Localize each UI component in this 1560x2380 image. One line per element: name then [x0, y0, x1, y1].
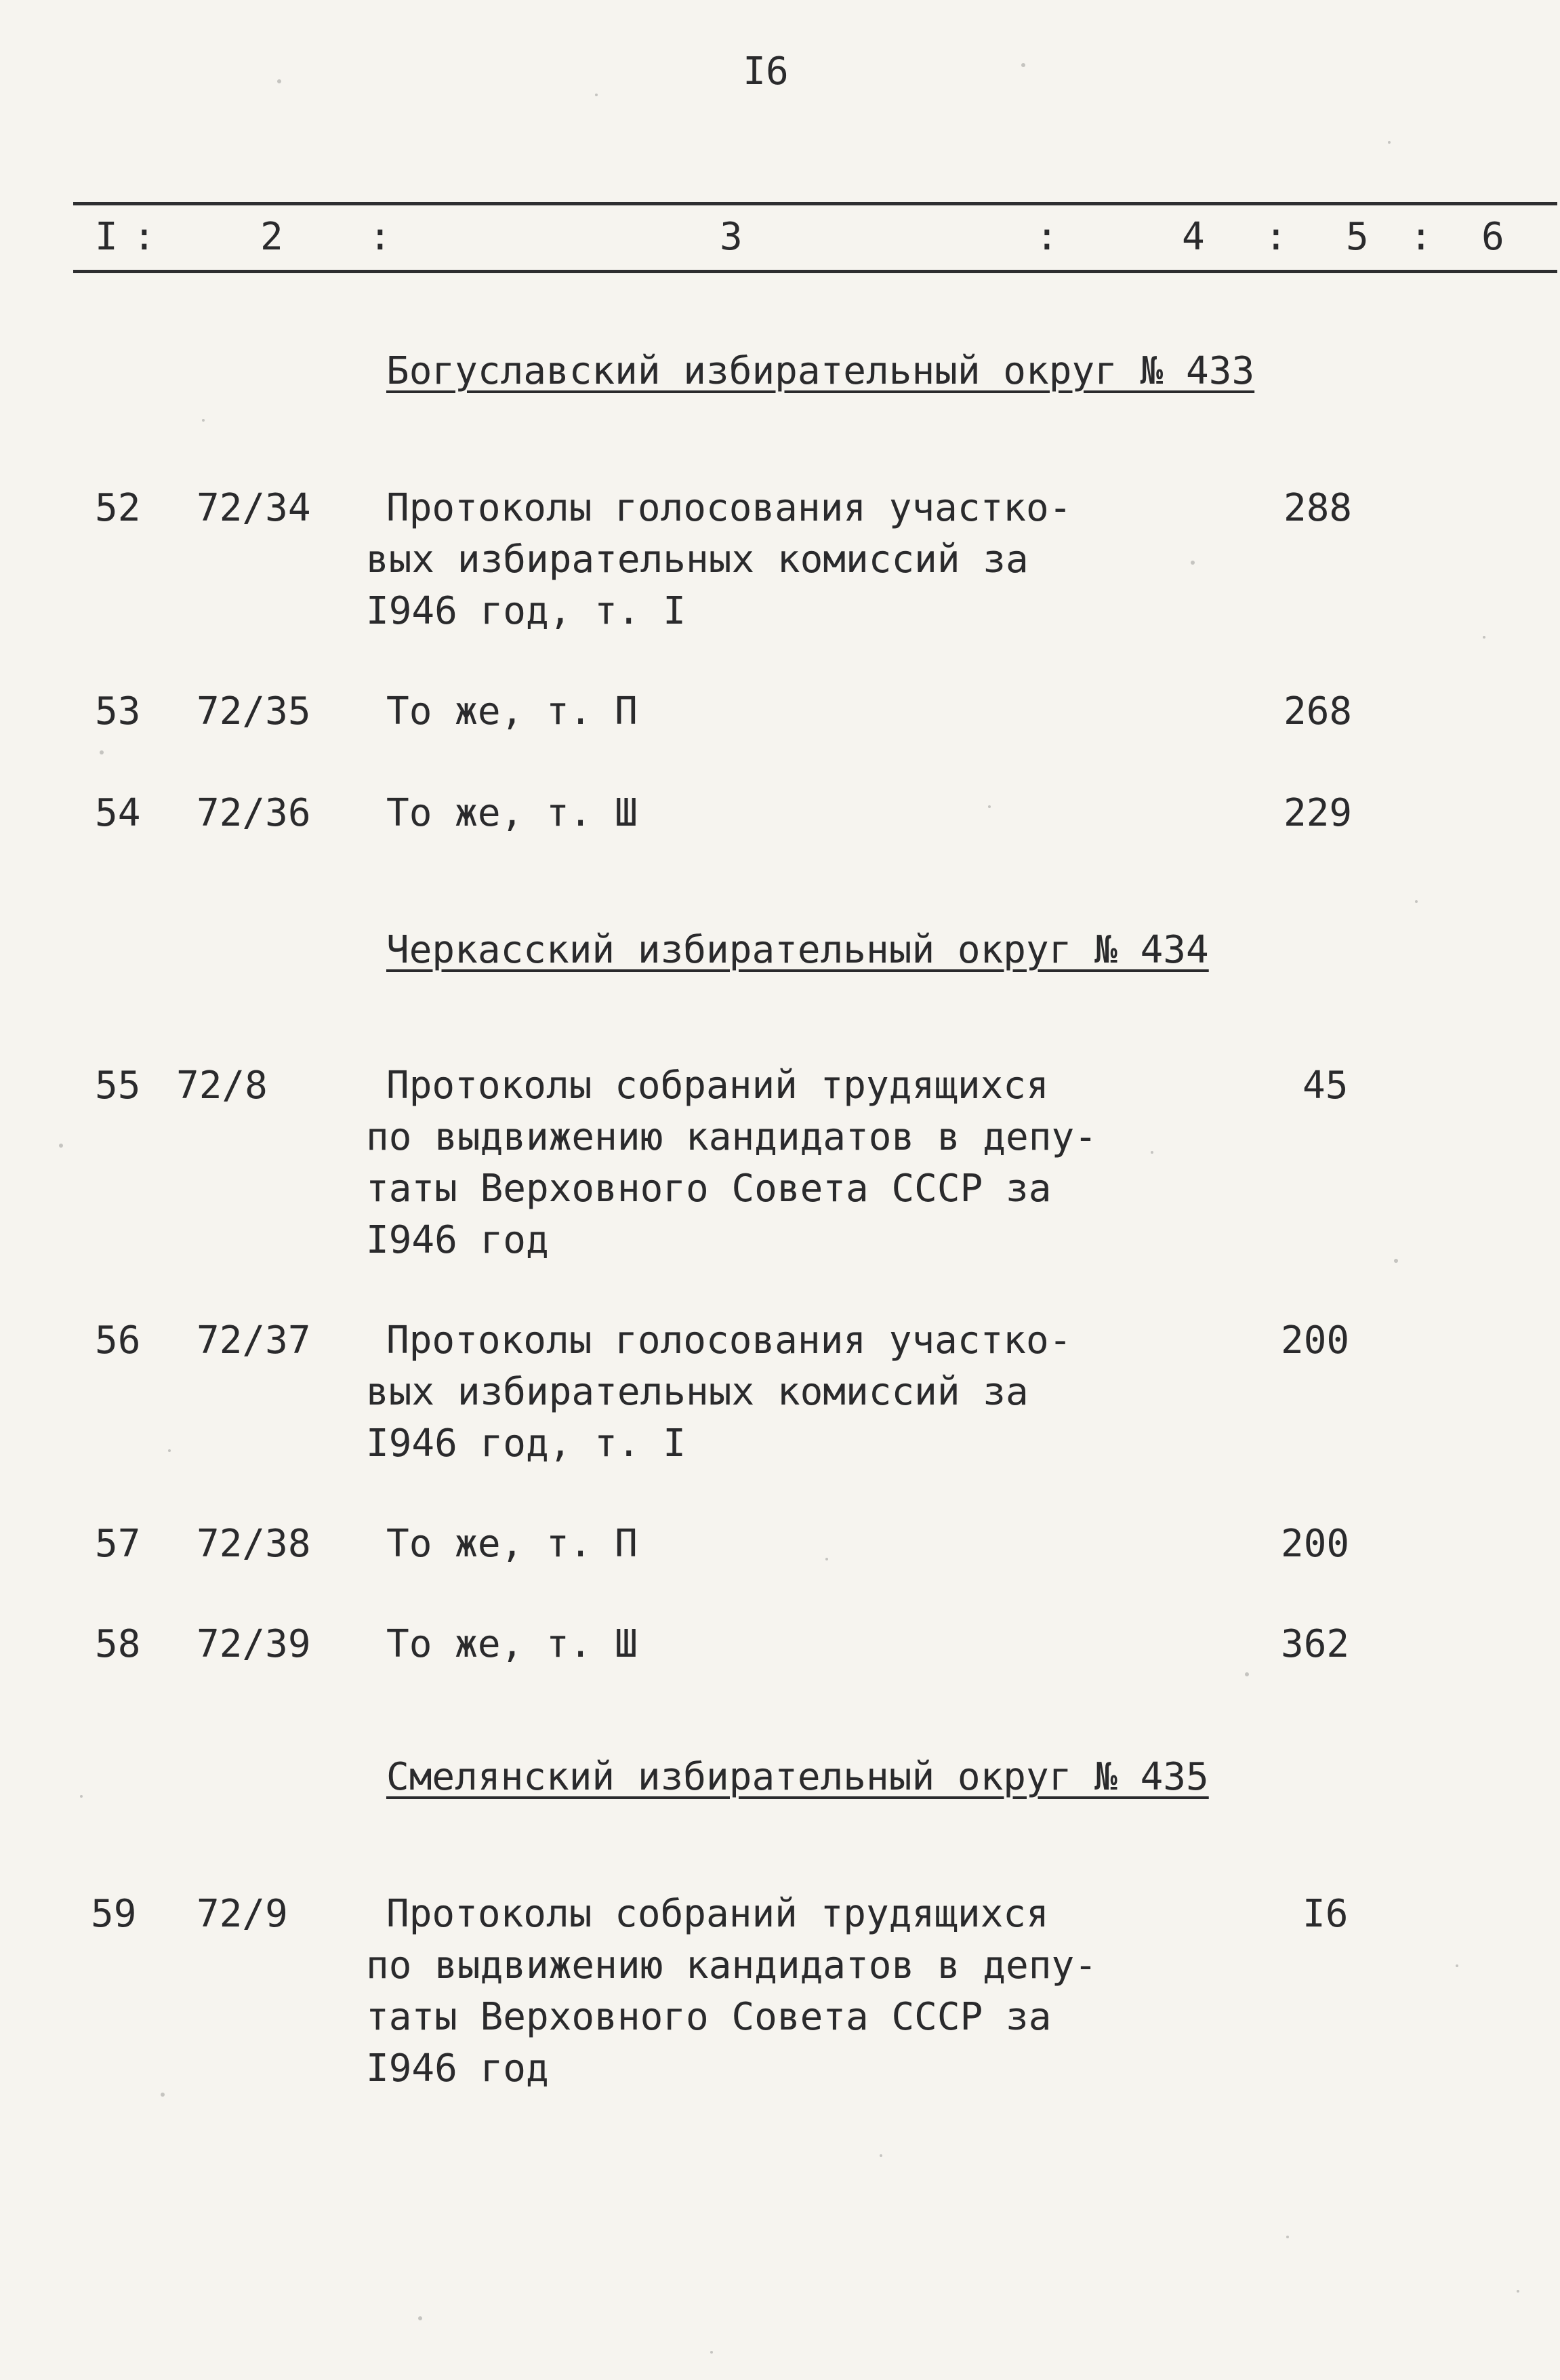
sheet-count: 200 — [1281, 1522, 1350, 1566]
sheet-count: 229 — [1284, 791, 1353, 835]
header-top-rule — [73, 202, 1557, 205]
column-header-6: 6 — [1481, 215, 1504, 259]
column-header-2: 2 — [260, 215, 283, 259]
entry-number: 53 — [95, 689, 141, 733]
column-separator: : — [369, 215, 392, 259]
entry-code: 72/36 — [197, 791, 311, 835]
entry-code: 72/34 — [197, 486, 311, 530]
entry-line: То же, т. П — [386, 1522, 638, 1566]
page-number: I6 — [743, 49, 789, 94]
column-separator: : — [1035, 215, 1059, 259]
entry-line: Протоколы голосования участко- — [386, 486, 1072, 530]
sheet-count: 45 — [1302, 1064, 1349, 1108]
entry-code: 72/35 — [197, 689, 311, 733]
column-separator: : — [1410, 215, 1433, 259]
entry-number: 54 — [95, 791, 141, 835]
column-separator: : — [133, 215, 156, 259]
entry-line: вых избирательных комиссий за — [366, 1370, 1029, 1414]
header-bottom-rule — [73, 270, 1557, 273]
entry-line: I946 год — [366, 2046, 549, 2091]
entry-line: I946 год — [366, 1218, 549, 1262]
sheet-count: I6 — [1302, 1892, 1349, 1936]
entry-number: 55 — [95, 1064, 141, 1108]
entry-number: 56 — [95, 1318, 141, 1363]
entry-code: 72/8 — [176, 1064, 268, 1108]
section-title: Черкасский избирательный округ № 434 — [386, 928, 1209, 972]
sheet-count: 362 — [1281, 1622, 1350, 1666]
entry-code: 72/39 — [197, 1622, 311, 1666]
entry-line: по выдвижению кандидатов в депу- — [366, 1943, 1097, 1988]
entry-code: 72/37 — [197, 1318, 311, 1363]
column-header-5: 5 — [1346, 215, 1369, 259]
entry-line: То же, т. Ш — [386, 791, 638, 835]
column-header-4: 4 — [1182, 215, 1205, 259]
entry-line: таты Верховного Совета СССР за — [366, 1995, 1052, 2039]
section-title: Смелянский избирательный округ № 435 — [386, 1755, 1209, 1799]
sheet-count: 288 — [1284, 486, 1353, 530]
column-header-3: 3 — [720, 215, 743, 259]
entry-number: 58 — [95, 1622, 141, 1666]
entry-line: Протоколы собраний трудящихся — [386, 1064, 1049, 1108]
entry-line: То же, т. Ш — [386, 1622, 638, 1666]
entry-line: таты Верховного Совета СССР за — [366, 1167, 1052, 1211]
column-header-1: I — [95, 215, 118, 259]
entry-code: 72/9 — [197, 1892, 288, 1936]
column-separator: : — [1265, 215, 1288, 259]
entry-line: вых избирательных комиссий за — [366, 538, 1029, 582]
entry-line: Протоколы собраний трудящихся — [386, 1892, 1049, 1936]
entry-code: 72/38 — [197, 1522, 311, 1566]
entry-number: 52 — [95, 486, 141, 530]
entry-line: То же, т. П — [386, 689, 638, 733]
entry-line: по выдвижению кандидатов в депу- — [366, 1115, 1097, 1159]
entry-number: 57 — [95, 1522, 141, 1566]
section-title: Богуславский избирательный округ № 433 — [386, 349, 1255, 393]
sheet-count: 200 — [1281, 1318, 1350, 1363]
entry-line: I946 год, т. I — [366, 589, 686, 633]
sheet-count: 268 — [1284, 689, 1353, 733]
entry-line: I946 год, т. I — [366, 1421, 686, 1466]
entry-number: 59 — [91, 1892, 137, 1936]
entry-line: Протоколы голосования участко- — [386, 1318, 1072, 1363]
